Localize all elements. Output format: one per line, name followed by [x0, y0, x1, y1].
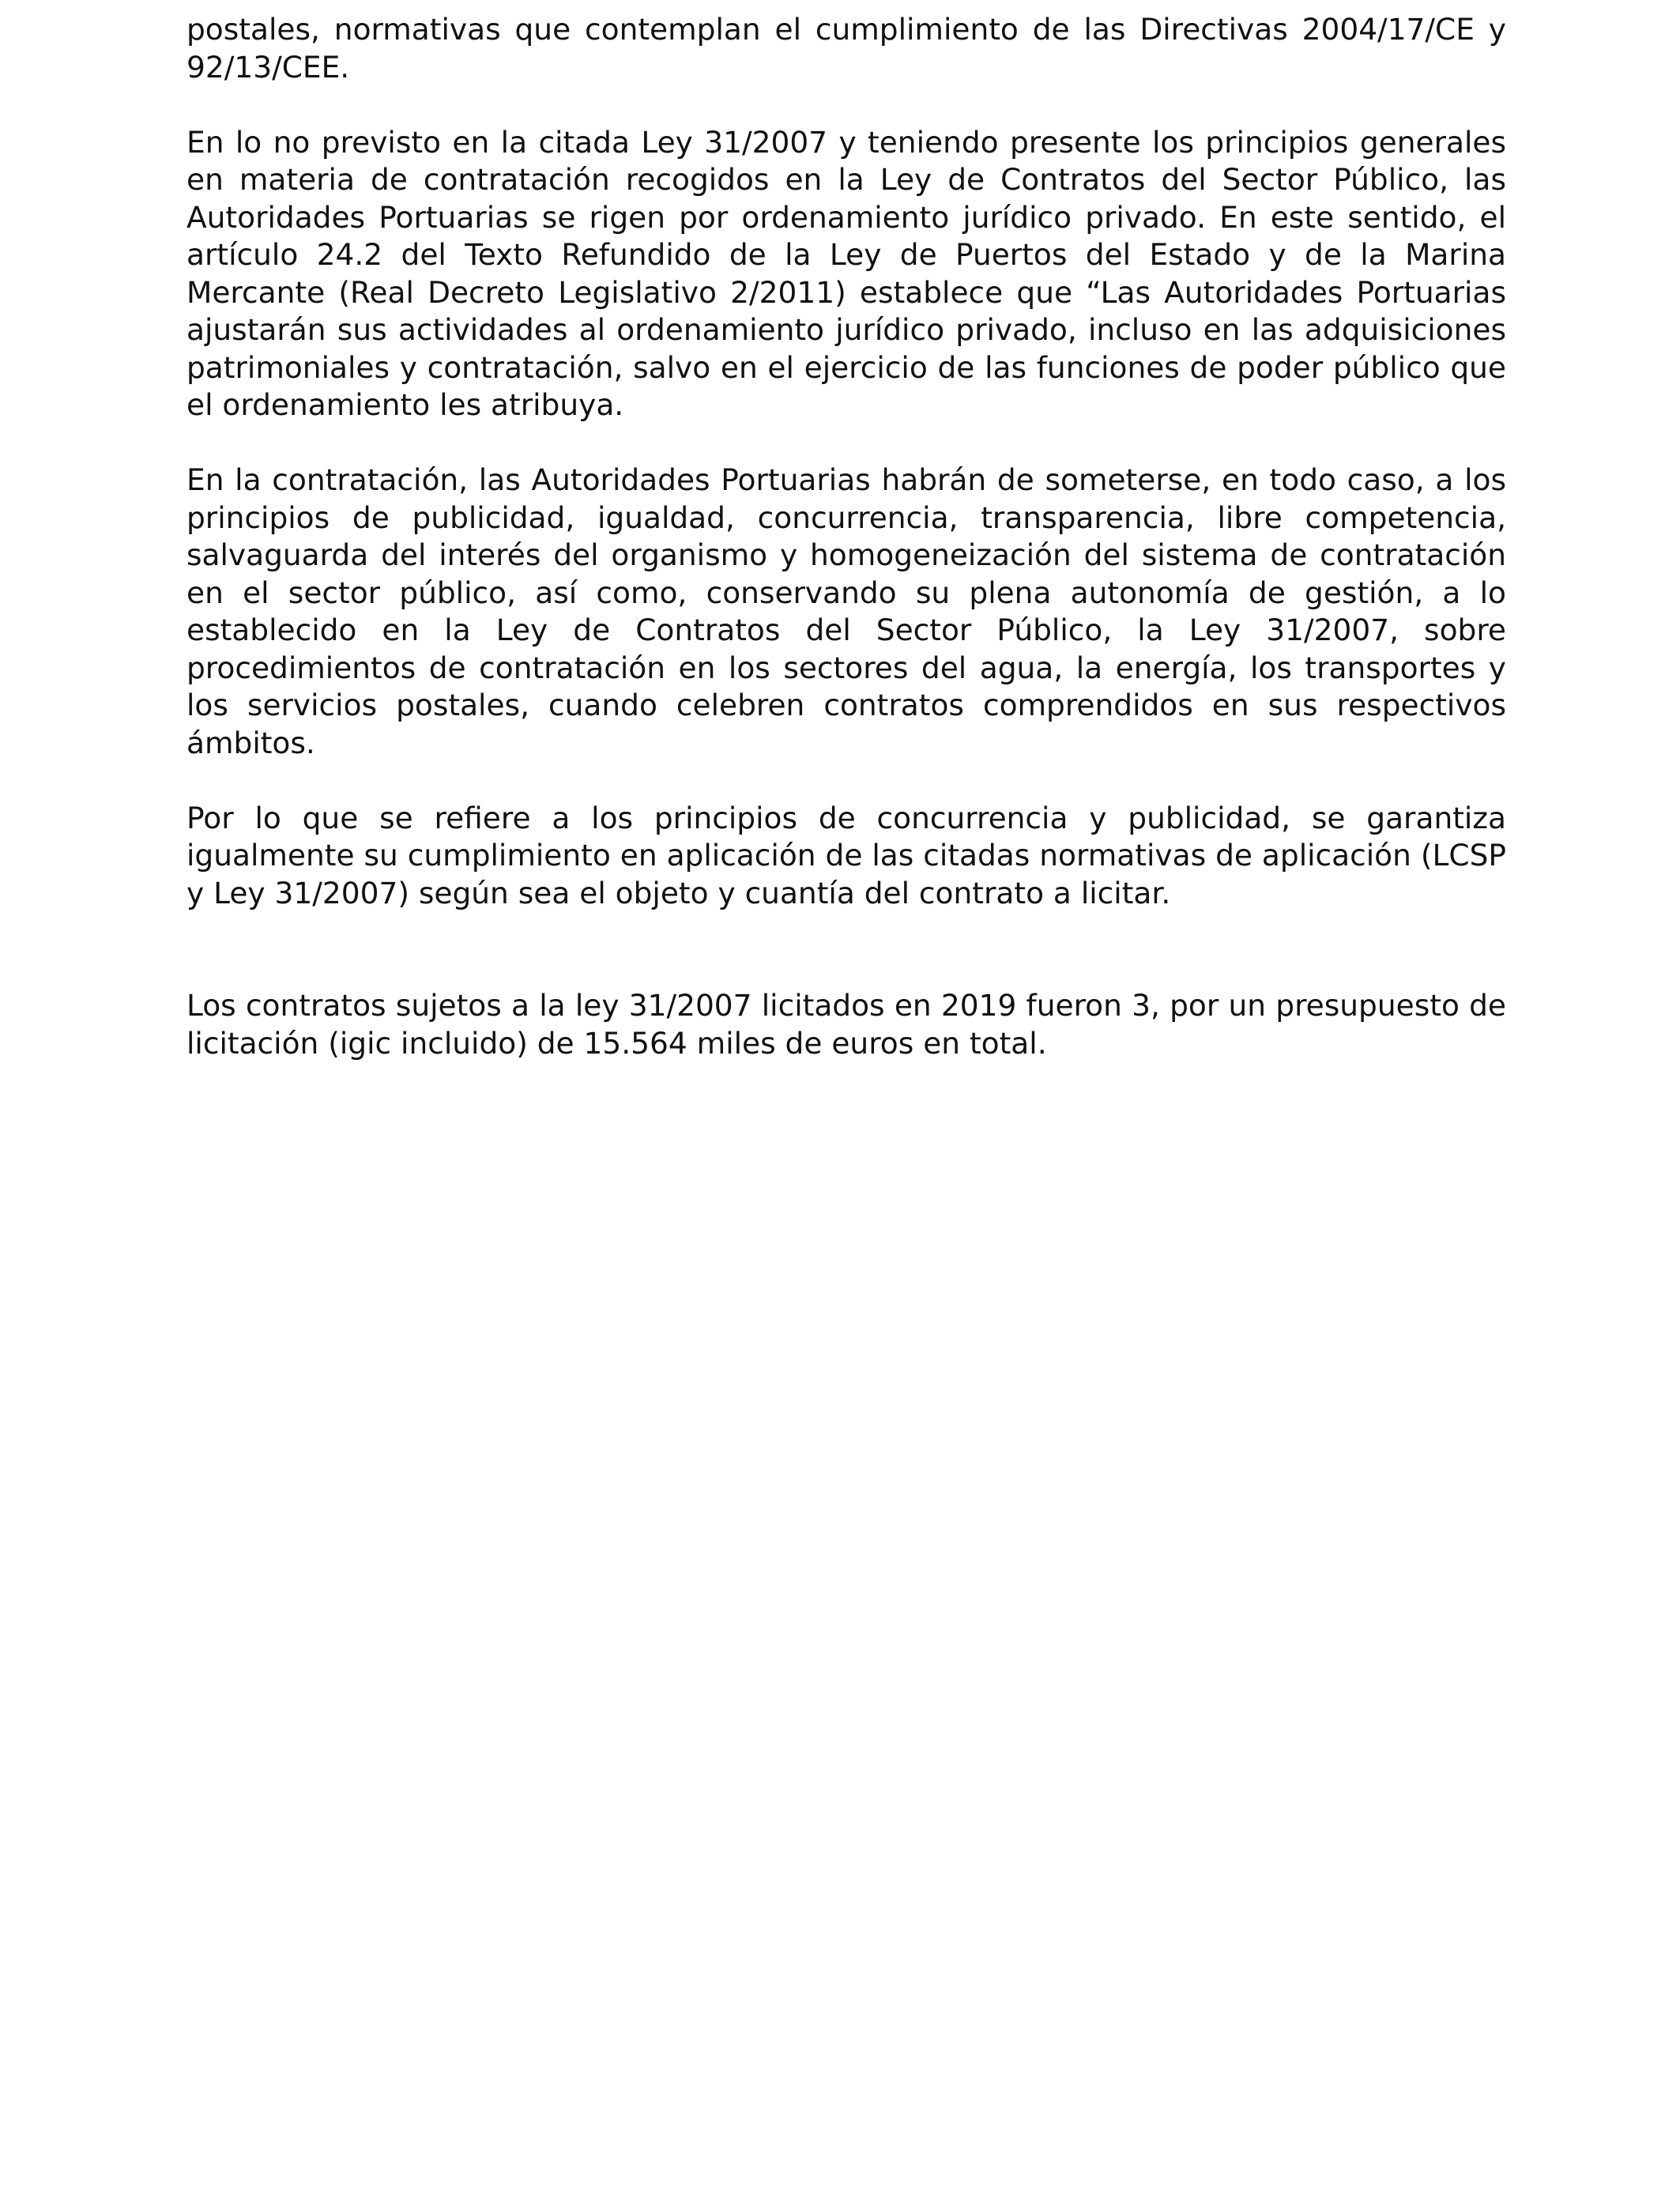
- paragraph-concurrencia-publicidad: Por lo que se refiere a los principios de concurrencia y publicidad, se garantiza igualmente su cumplimiento en aplicación de las citadas normativas de aplicación (LCSP y Ley 31/2007) según sea el objeto y cuantía del contrato a licitar.: [186, 800, 1506, 910]
- document-body: [186, 11, 1506, 1100]
- paragraph-contratos-2019: Los contratos sujetos a la ley 31/2007 licitados en 2019 fueron 3, por un presupuesto de licitación (igic incluido) de 15.564 miles de euros en total.: [186, 988, 1506, 1061]
- paragraph-principios-contratacion: En la contratación, las Autoridades Portuarias habrán de someterse, en todo caso, a los principios de publicidad, igualdad, concurrencia, transparencia, libre competencia, salvaguarda del interés del organismo y homogeneización del sistema de contratación en el sector público, así como, conservando su plena autonomía de gestión, a lo establecido en la Ley de Contratos del Sector Público, la Ley 31/2007, sobre procedimientos de contratación en los sectores del agua, la energía, los transportes y los servicios postales, cuando celebren contratos comprendidos en sus respectivos ámbitos.: [186, 462, 1506, 760]
- paragraph-directivas: postales, normativas que contemplan el cumplimiento de las Directivas 2004/17/CE y 92/13/CEE.: [186, 12, 1506, 85]
- paragraph-ley-31-2007: En lo no previsto en la citada Ley 31/2007 y teniendo presente los principios generales en materia de contratación recogidos en la Ley de Contratos del Sector Público, las Autoridades Portuarias se rigen por ordenamiento jurídico privado. En este sentido, el artículo 24.2 del Texto Refundido de la Ley de Puertos del Estado y de la Marina Mercante (Real Decreto Legislativo 2/2011) establece que “Las Autoridades Portuarias ajustarán sus actividades al ordenamiento jurídico privado, incluso en las adquisiciones patrimoniales y contratación, salvo en el ejercicio de las funciones de poder público que el ordenamiento les atribuya.: [186, 124, 1506, 422]
